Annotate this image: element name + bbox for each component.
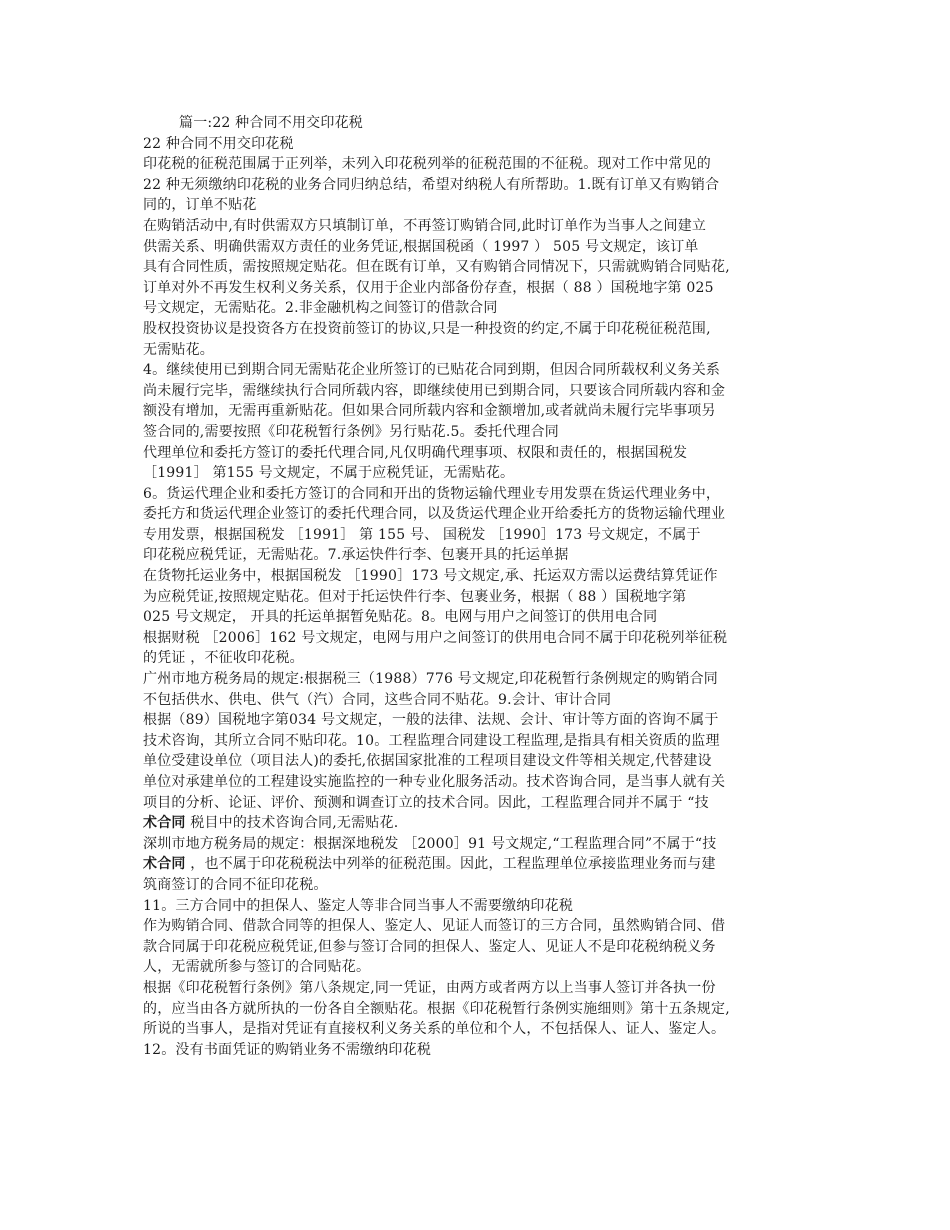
text-line: 深圳市地方税务局的规定：根据深地税发 ［2000］91 号文规定,“工程监理合同”不属于“技	[143, 835, 717, 852]
text-line: 22 种无须缴纳印花税的业务合同归纳总结，希望对纳税人有所帮助。1.既有订单又有购销合	[143, 176, 720, 193]
text-line: 项目的分析、论证、评价、预测和调查订立的技术合同。因此，工程监理合同并不属于 “技	[143, 794, 709, 811]
text-line: 不包括供水、供电、供气（汽）合同，这些合同不贴花。9.会计、审计合同	[143, 691, 612, 708]
text-line: 的凭证 ，不征收印花税。	[143, 650, 304, 667]
text-line: 具有合同性质，需按照规定贴花。但在既有订单，又有购销合同情况下，只需就购销合同贴花,	[143, 259, 730, 276]
text-line: 作为购销合同、借款合同等的担保人、鉴定人、见证人而签订的三方合同，虽然购销合同、借	[143, 918, 726, 935]
text-line: 在货物托运业务中，根据国税发 ［1990］173 号文规定,承、托运双方需以运费结算凭证作	[143, 568, 718, 585]
document-body	[143, 113, 823, 1060]
text-line: 号文规定，无需贴花。2.非金融机构之间签订的借款合同	[143, 300, 498, 317]
text-line: 在购销活动中,有时供需双方只填制订单，不再签订购销合同,此时订单作为当事人之间建立	[143, 217, 707, 234]
text-line: 人，无需就所参与签订的合同贴花。	[143, 959, 371, 976]
text-line: 4。继续使用已到期合同无需贴花企业所签订的已贴花合同到期，但因合同所载权利义务关系	[143, 362, 721, 379]
text-line: 额没有增加，无需再重新贴花。但如果合同所载内容和金额增加,或者就尚未履行完毕事项另	[143, 403, 716, 420]
bold-term: 术合同	[143, 815, 186, 832]
text-line: 专用发票，根据国税发 ［1991］ 第 155 号、 国税发 ［1990］173 号文规定，不属于	[143, 526, 701, 543]
text-line: 6。货运代理企业和委托方签订的合同和开出的货物运输代理业专用发票在货运代理业务中，	[143, 485, 721, 502]
text-line	[143, 813, 823, 834]
text-line: 印花税应税凭证，无需贴花。7.承运快件行李、包裹开具的托运单据	[143, 547, 569, 564]
text-line: 根据《印花税暂行条例》第八条规定,同一凭证，由两方或者两方以上当事人签订并各执一份	[143, 979, 716, 996]
text-line: 尚未履行完毕，需继续执行合同所载内容，即继续使用已到期合同，只要该合同所载内容和金	[143, 382, 726, 399]
document-title: 22 种合同不用交印花税	[143, 135, 294, 152]
text-line: 委托方和货运代理企业签订的委托代理合同，以及货运代理企业开给委托方的货物运输代理业	[143, 506, 726, 523]
bold-term: 术合同	[143, 856, 186, 873]
text-line: 所说的当事人，是指对凭证有直接权利义务关系的单位和个人，不包括保人、证人、鉴定人。	[143, 1021, 726, 1038]
text-line: ［1991］ 第155 号文规定，不属于应税凭证，无需贴花。	[143, 465, 515, 482]
text-line: 技术咨询，其所立合同不贴印花。10。工程监理合同建设工程监理,是指具有相关资质的监理	[143, 732, 720, 749]
text-line: 025 号文规定， 开具的托运单据暂免贴花。8。电网与用户之间签订的供用电合同	[143, 609, 658, 626]
text-line: 款合同属于印花税应税凭证,但参与签订合同的担保人、鉴定人、见证人不是印花税纳税义务	[143, 938, 716, 955]
text-line: 印花税的征税范围属于正列举，未列入印花税列举的征税范围的不征税。现对工作中常见的	[143, 156, 711, 173]
text-fragment: ，也不属于印花税税法中列举的征税范围。因此，工程监理单位承接监理业务而与建	[185, 856, 716, 873]
text-line: 12。没有书面凭证的购销业务不需缴纳印花税	[143, 1041, 432, 1058]
text-line: 股权投资协议是投资各方在投资前签订的协议,只是一种投资的约定,不属于印花税征税范围,	[143, 320, 711, 337]
text-line: 为应税凭证,按照规定贴花。但对于托运快件行李、包裹业务，根据（ 88 ）国税地字第	[143, 588, 687, 605]
text-line: 代理单位和委托方签订的委托代理合同,凡仅明确代理事项、权限和责任的，根据国税发	[143, 444, 688, 461]
text-line: 同的，订单不贴花	[143, 197, 257, 214]
text-line	[143, 854, 823, 875]
text-line: 单位对承建单位的工程建设实施监控的一种专业化服务活动。技术咨询合同，是当事人就有关	[143, 774, 726, 790]
text-line: 的，应当由各方就所执的一份各自全额贴花。根据《印花税暂行条例实施细则》第十五条规定,	[143, 1000, 730, 1017]
text-fragment: 税目中的技术咨询合同,无需贴花.	[185, 815, 399, 832]
text-line: 单位受建设单位（项目法人)的委托,依据国家批准的工程项目建设文件等相关规定,代替建设	[143, 753, 712, 770]
text-line: 订单对外不再发生权利义务关系，仅用于企业内部备份存查，根据（ 88 ）国税地字第 025	[143, 279, 714, 296]
section-heading: 篇一:22 种合同不用交印花税	[179, 115, 363, 131]
text-line: 无需贴花。	[143, 341, 214, 358]
text-line: 根据（89）国税地字第034 号文规定，一般的法律、法规、会计、审计等方面的咨询不属于	[143, 712, 719, 729]
text-line: 筑商签订的合同不征印花税。	[143, 876, 328, 893]
text-line: 签合同的,需要按照《印花税暂行条例》另行贴花.5。委托代理合同	[143, 423, 560, 440]
text-line: 11。三方合同中的担保人、鉴定人等非合同当事人不需要缴纳印花税	[143, 897, 574, 914]
text-line: 供需关系、明确供需双方责任的业务凭证,根据国税函（ 1997 ） 505 号文规定，该订单	[143, 238, 699, 255]
text-line: 广州市地方税务局的规定:根据税三（1988）776 号文规定,印花税暂行条例规定的购销合同	[143, 671, 718, 688]
text-line: 根据财税 ［2006］162 号文规定，电网与用户之间签订的供用电合同不属于印花税列举征税	[143, 629, 728, 646]
